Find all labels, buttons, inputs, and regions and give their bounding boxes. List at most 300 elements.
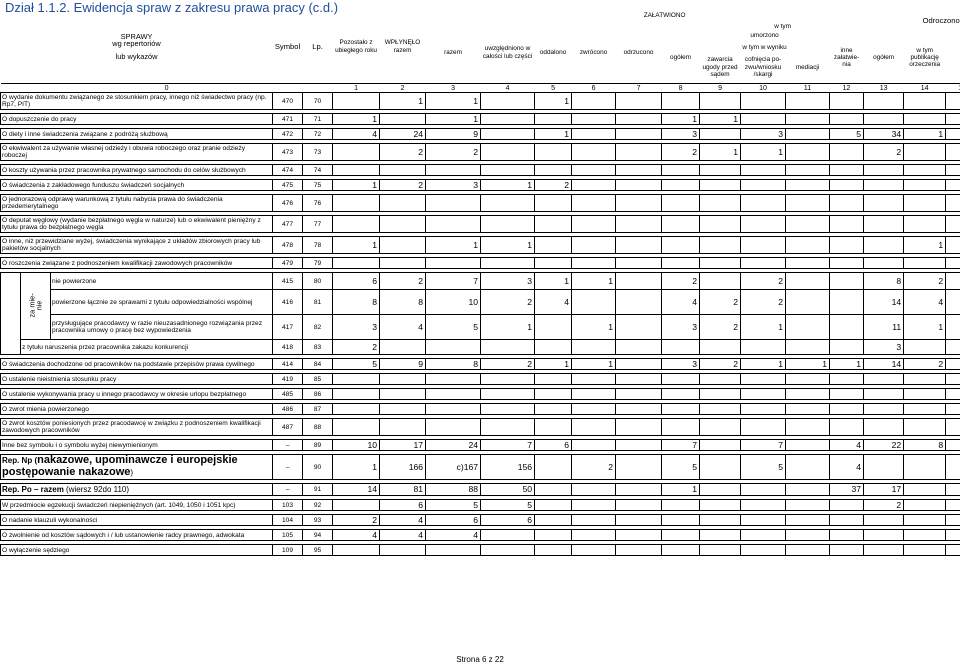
row-value-col-11 xyxy=(786,195,830,212)
row-value-col-1: 10 xyxy=(333,440,380,451)
row-value-col-9 xyxy=(700,273,741,290)
row-value-col-2: 1 xyxy=(380,93,426,110)
row-value-col-14 xyxy=(904,545,946,556)
row-lp: 92 xyxy=(303,500,333,511)
row-value-col-8 xyxy=(662,500,700,511)
row-value-col-12 xyxy=(830,545,864,556)
rep-label-main: nakazowe, upominawcze i europejskie postępowanie nakazowe xyxy=(2,454,238,479)
row-value-col-5 xyxy=(535,195,572,212)
row-value-col-4 xyxy=(481,93,535,110)
row-value-col-10 xyxy=(741,216,786,233)
row-value-col-3 xyxy=(426,374,481,385)
row-value-col-15 xyxy=(946,273,960,290)
row-symbol: 109 xyxy=(273,545,303,556)
row-value-col-1 xyxy=(333,374,380,385)
row-value-col-6 xyxy=(572,419,616,436)
header-umorzono-ogolem: ogółem xyxy=(670,53,692,61)
row-value-col-15 xyxy=(946,315,960,340)
row-lp: 79 xyxy=(303,258,333,269)
header-razem: razem xyxy=(444,48,462,56)
header-pozostalo: Pozostało z ubiegłego roku xyxy=(335,39,377,54)
row-value-col-4 xyxy=(481,129,535,140)
row-value-col-6: 1 xyxy=(572,359,616,370)
row-value-col-1 xyxy=(333,500,380,511)
row-value-col-4 xyxy=(481,340,535,355)
row-value-col-13: 22 xyxy=(864,440,904,451)
row-value-col-6 xyxy=(572,515,616,526)
row-lp: 88 xyxy=(303,419,333,436)
row-value-col-7 xyxy=(616,180,662,191)
row-value-col-12 xyxy=(830,195,864,212)
row-value-col-15 xyxy=(946,530,960,541)
row-symbol: 470 xyxy=(273,93,303,110)
row-value-col-9 xyxy=(700,530,741,541)
row-value-col-5 xyxy=(535,500,572,511)
row-value-col-6 xyxy=(572,144,616,161)
row-value-col-11 xyxy=(786,114,830,125)
row-spacer-cell xyxy=(1,556,960,560)
row-label: O wyłączenie sędziego xyxy=(1,545,273,556)
row-value-col-9 xyxy=(700,340,741,355)
row-value-col-1 xyxy=(333,165,380,176)
row-value-col-6 xyxy=(572,216,616,233)
row-value-col-5 xyxy=(535,237,572,254)
row-value-col-12 xyxy=(830,404,864,415)
row-value-col-2: 4 xyxy=(380,530,426,541)
header-wplynelo: WPŁYNĘŁO razem xyxy=(384,39,421,54)
row-value-col-3 xyxy=(426,340,481,355)
row-value-col-2: 2 xyxy=(380,273,426,290)
row-value-col-3: 3 xyxy=(426,180,481,191)
row-label xyxy=(1,484,273,496)
row-value-col-1: 6 xyxy=(333,273,380,290)
row-value-col-10: 1 xyxy=(741,359,786,370)
row-value-col-7 xyxy=(616,455,662,480)
header-odroczono: Odroczono xyxy=(922,16,960,26)
row-label: nie powierzone xyxy=(51,273,273,290)
row-value-col-2 xyxy=(380,114,426,125)
row-value-col-10 xyxy=(741,500,786,511)
row-value-col-4: 6 xyxy=(481,515,535,526)
table-row xyxy=(1,237,960,254)
table-row xyxy=(1,440,960,451)
row-spacer xyxy=(1,556,960,560)
row-value-col-9 xyxy=(700,180,741,191)
row-value-col-13: 34 xyxy=(864,129,904,140)
header-sprawy-label: SPRAWY xyxy=(120,31,153,41)
row-value-col-3: 9 xyxy=(426,129,481,140)
row-label: O zwrot mienia powierzonego xyxy=(1,404,273,415)
row-value-col-2 xyxy=(380,216,426,233)
row-value-col-12 xyxy=(830,180,864,191)
table-row xyxy=(1,195,960,212)
row-value-col-11 xyxy=(786,515,830,526)
row-value-col-3 xyxy=(426,419,481,436)
header-uwzglednono: uwzględniono w całości lub części xyxy=(482,45,533,60)
row-value-col-4: 3 xyxy=(481,273,535,290)
table-row xyxy=(1,180,960,191)
row-value-col-3: 5 xyxy=(426,315,481,340)
row-value-col-13 xyxy=(864,114,904,125)
row-value-col-7 xyxy=(616,340,662,355)
row-value-col-13 xyxy=(864,258,904,269)
row-symbol: – xyxy=(273,455,303,480)
rep-label-suffix: (wiersz 92do 110) xyxy=(63,484,130,494)
row-value-col-10 xyxy=(741,165,786,176)
row-symbol: 487 xyxy=(273,419,303,436)
column-index-9: 9 xyxy=(700,84,741,93)
row-value-col-1: 8 xyxy=(333,290,380,315)
row-label: przysługujące pracodawcy w razie nieuzasadnionego rozwiązania przez pracownika umowy o pracę bez wypowiedzenia xyxy=(51,315,273,340)
row-value-col-11 xyxy=(786,389,830,400)
row-lp: 94 xyxy=(303,530,333,541)
row-label xyxy=(1,455,273,480)
header-zwrocono: zwrócono xyxy=(579,48,608,56)
row-value-col-4 xyxy=(481,404,535,415)
row-value-col-2 xyxy=(380,545,426,556)
row-value-col-5: 1 xyxy=(535,359,572,370)
row-value-col-11 xyxy=(786,129,830,140)
row-value-col-2 xyxy=(380,374,426,385)
column-index-2: 2 xyxy=(380,84,426,93)
row-label: O świadczenia z zakładowego funduszu świadczeń socjalnych xyxy=(1,180,273,191)
row-value-col-11 xyxy=(786,374,830,385)
row-value-col-13 xyxy=(864,419,904,436)
row-value-col-4: 50 xyxy=(481,484,535,496)
row-value-col-2: 6 xyxy=(380,500,426,511)
row-value-col-13 xyxy=(864,404,904,415)
row-value-col-8: 3 xyxy=(662,359,700,370)
row-value-col-6 xyxy=(572,340,616,355)
row-value-col-7 xyxy=(616,545,662,556)
row-value-col-14 xyxy=(904,93,946,110)
table-row xyxy=(1,530,960,541)
row-lp: 82 xyxy=(303,315,333,340)
row-value-col-13 xyxy=(864,530,904,541)
row-value-col-7 xyxy=(616,500,662,511)
row-value-col-7 xyxy=(616,484,662,496)
row-value-col-3 xyxy=(426,389,481,400)
row-symbol: 472 xyxy=(273,129,303,140)
row-value-col-5: 4 xyxy=(535,290,572,315)
row-value-col-14 xyxy=(904,340,946,355)
row-value-col-15 xyxy=(946,359,960,370)
row-value-col-3: 5 xyxy=(426,500,481,511)
row-value-col-13: 8 xyxy=(864,273,904,290)
row-value-col-2: 24 xyxy=(380,129,426,140)
row-value-col-5 xyxy=(535,374,572,385)
row-label: O świadczenia dochodzone od pracowników na podstawie przepisów prawa cywilnego xyxy=(1,359,273,370)
row-value-col-15 xyxy=(946,545,960,556)
row-value-col-5: 2 xyxy=(535,180,572,191)
row-value-col-5 xyxy=(535,315,572,340)
row-value-col-15 xyxy=(946,455,960,480)
row-value-col-12: 4 xyxy=(830,440,864,451)
table-row xyxy=(1,515,960,526)
row-value-col-3: 2 xyxy=(426,144,481,161)
header-symbol: Symbol xyxy=(274,41,301,51)
row-value-col-12 xyxy=(830,114,864,125)
row-value-col-3: 1 xyxy=(426,114,481,125)
header-lub-label: lub wykazów xyxy=(115,52,158,62)
table-row xyxy=(1,374,960,385)
row-value-col-14: 2 xyxy=(904,359,946,370)
row-value-col-4 xyxy=(481,545,535,556)
row-value-col-14 xyxy=(904,419,946,436)
row-symbol: 416 xyxy=(273,290,303,315)
row-value-col-4 xyxy=(481,374,535,385)
row-symbol: 473 xyxy=(273,144,303,161)
column-index-7: 7 xyxy=(616,84,662,93)
row-value-col-2: 166 xyxy=(380,455,426,480)
row-value-col-15 xyxy=(946,389,960,400)
row-symbol: – xyxy=(273,484,303,496)
column-index-12: 12 xyxy=(830,84,864,93)
row-value-col-6 xyxy=(572,237,616,254)
row-value-col-8 xyxy=(662,404,700,415)
header-wtym: w tym xyxy=(774,23,791,31)
row-label: O dopuszczenie do pracy xyxy=(1,114,273,125)
row-value-col-3: 24 xyxy=(426,440,481,451)
table-row xyxy=(1,114,960,125)
row-lp: 83 xyxy=(303,340,333,355)
row-value-col-6 xyxy=(572,440,616,451)
column-index-15 xyxy=(946,84,960,93)
row-value-col-1: 3 xyxy=(333,315,380,340)
row-label: O zwolnienie od kosztów sądowych i / lub ustanowienie radcy prawnego, adwokata xyxy=(1,530,273,541)
row-value-col-5 xyxy=(535,455,572,480)
row-value-col-4: 156 xyxy=(481,455,535,480)
header-umorzono: umorzono xyxy=(750,32,779,39)
row-value-col-7 xyxy=(616,530,662,541)
row-value-col-2 xyxy=(380,195,426,212)
row-value-col-5 xyxy=(535,389,572,400)
table-row xyxy=(1,404,960,415)
row-value-col-8: 1 xyxy=(662,484,700,496)
row-value-col-11 xyxy=(786,419,830,436)
row-value-col-6 xyxy=(572,484,616,496)
row-value-col-13 xyxy=(864,180,904,191)
row-value-col-10 xyxy=(741,237,786,254)
row-value-col-12 xyxy=(830,389,864,400)
row-value-col-13 xyxy=(864,455,904,480)
row-value-col-13 xyxy=(864,545,904,556)
row-value-col-6 xyxy=(572,93,616,110)
row-label: powierzone łącznie ze sprawami z tytułu odpowiedzialności wspólnej xyxy=(51,290,273,315)
row-value-col-2: 2 xyxy=(380,144,426,161)
row-value-col-12 xyxy=(830,165,864,176)
row-value-col-4: 2 xyxy=(481,290,535,315)
row-value-col-6 xyxy=(572,374,616,385)
row-value-col-1: 1 xyxy=(333,180,380,191)
page-footer: Strona 6 z 22 xyxy=(456,655,504,664)
row-value-col-1 xyxy=(333,419,380,436)
table-row xyxy=(1,216,960,233)
table-row xyxy=(1,389,960,400)
row-value-col-11: 1 xyxy=(786,359,830,370)
row-value-col-2 xyxy=(380,237,426,254)
row-label: O roszczenia związane z podnoszeniem kwalifikacji zawodowych pracowników xyxy=(1,258,273,269)
row-value-col-14 xyxy=(904,114,946,125)
row-value-col-13: 14 xyxy=(864,359,904,370)
row-value-col-11 xyxy=(786,216,830,233)
row-symbol: 417 xyxy=(273,315,303,340)
row-value-col-4 xyxy=(481,419,535,436)
row-value-col-7 xyxy=(616,404,662,415)
column-index-4: 4 xyxy=(481,84,535,93)
row-value-col-7 xyxy=(616,315,662,340)
row-value-col-10 xyxy=(741,404,786,415)
row-value-col-12 xyxy=(830,144,864,161)
row-value-col-11 xyxy=(786,315,830,340)
row-lp: 70 xyxy=(303,93,333,110)
row-value-col-12: 4 xyxy=(830,455,864,480)
row-value-col-14: 8 xyxy=(904,440,946,451)
row-value-col-12 xyxy=(830,530,864,541)
row-value-col-10 xyxy=(741,374,786,385)
row-value-col-9: 2 xyxy=(700,290,741,315)
row-value-col-6 xyxy=(572,530,616,541)
row-value-col-3: 88 xyxy=(426,484,481,496)
row-value-col-1 xyxy=(333,216,380,233)
row-lp: 80 xyxy=(303,273,333,290)
za-mienie-vertical-text: za mie- nie xyxy=(27,293,44,318)
row-value-col-11 xyxy=(786,180,830,191)
row-value-col-8 xyxy=(662,258,700,269)
row-value-col-1: 4 xyxy=(333,129,380,140)
row-value-col-9 xyxy=(700,389,741,400)
row-value-col-11 xyxy=(786,144,830,161)
row-value-col-8: 2 xyxy=(662,273,700,290)
row-value-col-2: 8 xyxy=(380,290,426,315)
row-value-col-9 xyxy=(700,374,741,385)
row-value-col-10 xyxy=(741,515,786,526)
row-value-col-6: 1 xyxy=(572,315,616,340)
row-value-col-9 xyxy=(700,484,741,496)
row-value-col-7 xyxy=(616,195,662,212)
header-mediacji: mediacji xyxy=(795,63,820,71)
row-value-col-1: 1 xyxy=(333,237,380,254)
row-value-col-10 xyxy=(741,340,786,355)
row-value-col-13 xyxy=(864,216,904,233)
row-value-col-14 xyxy=(904,216,946,233)
row-value-col-2: 4 xyxy=(380,315,426,340)
row-value-col-13: 14 xyxy=(864,290,904,315)
rep-np-row xyxy=(1,455,960,480)
row-lp: 89 xyxy=(303,440,333,451)
row-lp: 76 xyxy=(303,195,333,212)
row-value-col-7 xyxy=(616,93,662,110)
row-value-col-7 xyxy=(616,419,662,436)
row-value-col-10: 2 xyxy=(741,290,786,315)
column-index-11: 11 xyxy=(786,84,830,93)
row-value-col-1 xyxy=(333,545,380,556)
row-value-col-6 xyxy=(572,180,616,191)
row-value-col-8: 3 xyxy=(662,129,700,140)
row-value-col-3 xyxy=(426,258,481,269)
header-publikacje: w tym publikację orzeczenia xyxy=(909,46,941,69)
row-symbol: 479 xyxy=(273,258,303,269)
rep-po-row xyxy=(1,484,960,496)
table-row xyxy=(1,165,960,176)
column-index-row xyxy=(1,84,960,93)
row-value-col-4 xyxy=(481,216,535,233)
row-value-col-14 xyxy=(904,165,946,176)
row-value-col-3 xyxy=(426,545,481,556)
row-value-col-3: 1 xyxy=(426,93,481,110)
rep-label-prefix: Rep. Np ( xyxy=(2,456,38,466)
row-value-col-13 xyxy=(864,195,904,212)
row-value-col-14 xyxy=(904,258,946,269)
row-value-col-14 xyxy=(904,500,946,511)
row-value-col-3 xyxy=(426,165,481,176)
row-value-col-8: 7 xyxy=(662,440,700,451)
row-value-col-8 xyxy=(662,530,700,541)
row-value-col-1: 2 xyxy=(333,340,380,355)
row-value-col-2: 2 xyxy=(380,180,426,191)
row-value-col-8 xyxy=(662,545,700,556)
row-value-col-14 xyxy=(904,455,946,480)
row-symbol: 485 xyxy=(273,389,303,400)
row-value-col-5 xyxy=(535,515,572,526)
row-value-col-6: 1 xyxy=(572,273,616,290)
report-table xyxy=(0,10,960,559)
row-value-col-12 xyxy=(830,93,864,110)
row-value-col-10 xyxy=(741,530,786,541)
row-symbol: – xyxy=(273,440,303,451)
row-value-col-5: 1 xyxy=(535,129,572,140)
row-value-col-15 xyxy=(946,484,960,496)
row-label: O ekwiwalent za używanie własnej odzieży i obuwia roboczego oraz pranie odzieży roboczej xyxy=(1,144,273,161)
row-value-col-12 xyxy=(830,515,864,526)
row-value-col-15 xyxy=(946,258,960,269)
row-value-col-5 xyxy=(535,530,572,541)
table-row xyxy=(1,340,960,355)
row-value-col-13 xyxy=(864,93,904,110)
row-value-col-2 xyxy=(380,165,426,176)
row-value-col-4 xyxy=(481,530,535,541)
row-label: O inne, niż przewidziane wyżej, świadczenia wynikające z układów zbiorowych pracy lub pakietów socjalnych xyxy=(1,237,273,254)
table-row xyxy=(1,129,960,140)
row-symbol: 478 xyxy=(273,237,303,254)
rep-label-main: – razem xyxy=(31,484,64,494)
row-value-col-14 xyxy=(904,404,946,415)
row-value-col-5 xyxy=(535,404,572,415)
row-value-col-3: 6 xyxy=(426,515,481,526)
row-value-col-3: 7 xyxy=(426,273,481,290)
row-value-col-6 xyxy=(572,290,616,315)
row-lp: 71 xyxy=(303,114,333,125)
column-index-6: 6 xyxy=(572,84,616,93)
row-symbol: 419 xyxy=(273,374,303,385)
row-value-col-4: 5 xyxy=(481,500,535,511)
header-lp: Lp. xyxy=(312,41,323,51)
row-value-col-12 xyxy=(830,290,864,315)
row-value-col-9 xyxy=(700,515,741,526)
row-value-col-15 xyxy=(946,515,960,526)
row-value-col-7 xyxy=(616,515,662,526)
row-value-col-5 xyxy=(535,340,572,355)
row-value-col-1 xyxy=(333,404,380,415)
row-symbol: 477 xyxy=(273,216,303,233)
column-index-5: 5 xyxy=(535,84,572,93)
table-row xyxy=(1,545,960,556)
row-value-col-13: 2 xyxy=(864,144,904,161)
row-value-col-1: 5 xyxy=(333,359,380,370)
row-symbol: 475 xyxy=(273,180,303,191)
row-value-col-8 xyxy=(662,419,700,436)
row-value-col-13 xyxy=(864,374,904,385)
